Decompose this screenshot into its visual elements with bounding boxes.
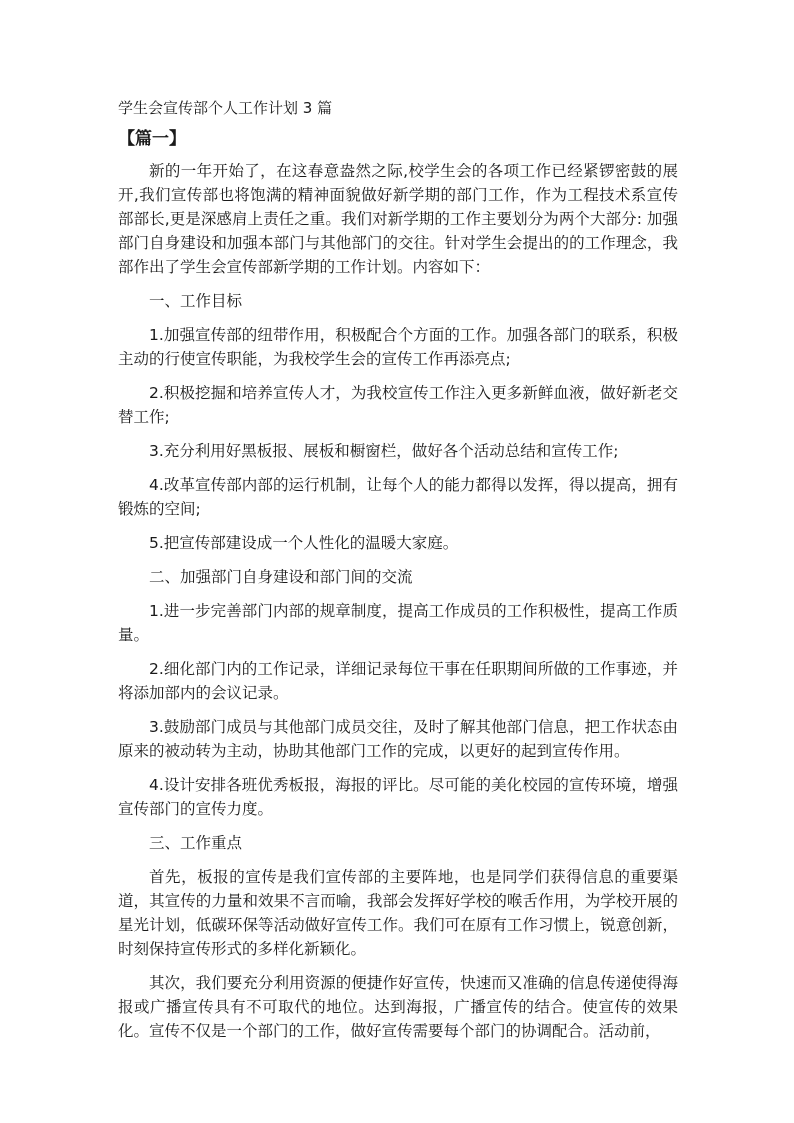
- section-heading-focus: 三、工作重点: [149, 834, 243, 852]
- construction-item-3: 3.鼓励部门成员与其他部门成员交往，及时了解其他部门信息，把工作状态由原来的被动转为主动，协助其他部门工作的完成，以更好的起到宣传作用。: [118, 718, 678, 760]
- goal-item-5: 5.把宣传部建设成一个人性化的温暖大家庭。: [149, 534, 459, 552]
- goal-item-2: 2.积极挖掘和培养宣传人才，为我校宣传工作注入更多新鲜血液，做好新老交替工作;: [118, 384, 678, 426]
- intro-paragraph: 新的一年开始了，在这春意盎然之际,校学生会的各项工作已经紧锣密鼓的展开,我们宣传部也将饱满的精神面貌做好新学期的部门工作，作为工程技术系宣传部部长,更是深感肩上责任之重。我们对新学期的工作主要划分为两个大部分: 加强部门自身建设和加强本部门与其他部门的交往。针对学生会提出的的工作理念，我部作出了学生会宣传部新学期的工作计划。内容如下：: [118, 162, 678, 276]
- focus-paragraph-2: 其次，我们要充分利用资源的便捷作好宣传，快速而又准确的信息传递使得海报或广播宣传具有不可取代的地位。达到海报，广播宣传的结合。使宣传的效果化。宣传不仅是一个部门的工作，做好宣传需要每个部门的协调配合。活动前，: [118, 974, 678, 1040]
- construction-item-2: 2.细化部门内的工作记录，详细记录每位干事在任职期间所做的工作事迹，并将添加部内的会议记录。: [118, 660, 678, 702]
- goal-item-4: 4.改革宣传部内部的运行机制，让每个人的能力都得以发挥，得以提高，拥有锻炼的空间;: [118, 476, 678, 518]
- construction-item-4: 4.设计安排各班优秀板报，海报的评比。尽可能的美化校园的宣传环境，增强宣传部门的宣传力度。: [118, 776, 678, 818]
- section-label: 【篇一】: [118, 129, 186, 149]
- document-title: 学生会宣传部个人工作计划 3 篇: [118, 99, 333, 117]
- section-heading-goals: 一、工作目标: [149, 292, 243, 310]
- document-body: [118, 159, 678, 1053]
- goal-item-1: 1.加强宣传部的纽带作用，积极配合个方面的工作。加强各部门的联系，积极主动的行使宣传职能，为我校学生会的宣传工作再添亮点;: [118, 326, 678, 368]
- focus-paragraph-1: 首先，板报的宣传是我们宣传部的主要阵地，也是同学们获得信息的重要渠道，其宣传的力量和效果不言而喻，我部会发挥好学校的喉舌作用，为学校开展的星光计划，低碳环保等活动做好宣传工作。我们可在原有工作习惯上，锐意创新，时刻保持宣传形式的多样化新颖化。: [118, 868, 678, 958]
- construction-item-1: 1.进一步完善部门内部的规章制度，提高工作成员的工作积极性，提高工作质量。: [118, 602, 678, 644]
- section-heading-construction: 二、加强部门自身建设和部门间的交流: [149, 568, 413, 586]
- goal-item-3: 3.充分利用好黑板报、展板和橱窗栏，做好各个活动总结和宣传工作;: [149, 442, 619, 460]
